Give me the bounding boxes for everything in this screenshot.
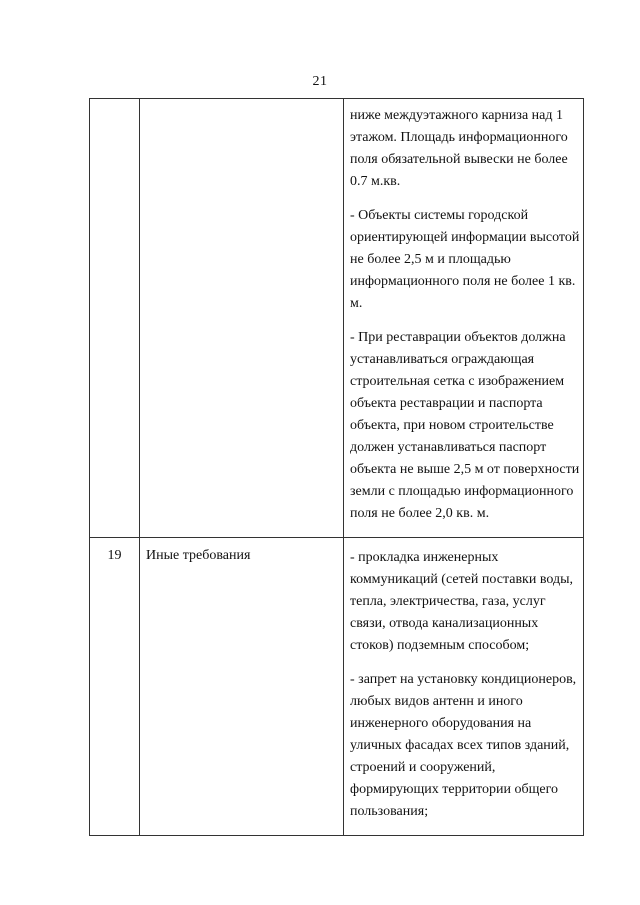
row-text-cell: [344, 538, 584, 836]
paragraph: - прокладка инженерных коммуникаций (сетей поставки воды, тепла, электричества, газа, услуг связи, отвода канализационных стоков) подземным способом;: [350, 550, 573, 653]
paragraph: ниже междуэтажного карниза над 1 этажом. Площадь информационного поля обязательной вывески не более 0.7 м.кв.: [350, 108, 568, 189]
row-number-cell: [90, 99, 140, 538]
row-text-cell: [344, 99, 584, 538]
requirements-table: [89, 98, 584, 836]
row-name-cell: Иные требования: [140, 538, 344, 836]
paragraph: - запрет на установку кондиционеров, любых видов антенн и иного инженерного оборудования на уличных фасадах всех типов зданий, строений и сооружений, формирующих территории общего пользования;: [350, 672, 577, 819]
paragraph: - Объекты системы городской ориентирующей информации высотой не более 2,5 м и площадью информационного поля не более 1 кв. м.: [350, 208, 580, 311]
table-row: [90, 538, 584, 836]
table-row: [90, 99, 584, 538]
row-name-cell: [140, 99, 344, 538]
row-number-cell: 19: [90, 538, 140, 836]
paragraph: - При реставрации объектов должна устанавливаться ограждающая строительная сетка с изображением объекта реставрации и паспорта объекта, при новом строительстве должен устанавливаться паспорт объекта не выше 2,5 м от поверхности земли с площадью информационного поля не более 2,0 кв. м.: [350, 330, 580, 521]
page-number: 21: [312, 74, 328, 89]
